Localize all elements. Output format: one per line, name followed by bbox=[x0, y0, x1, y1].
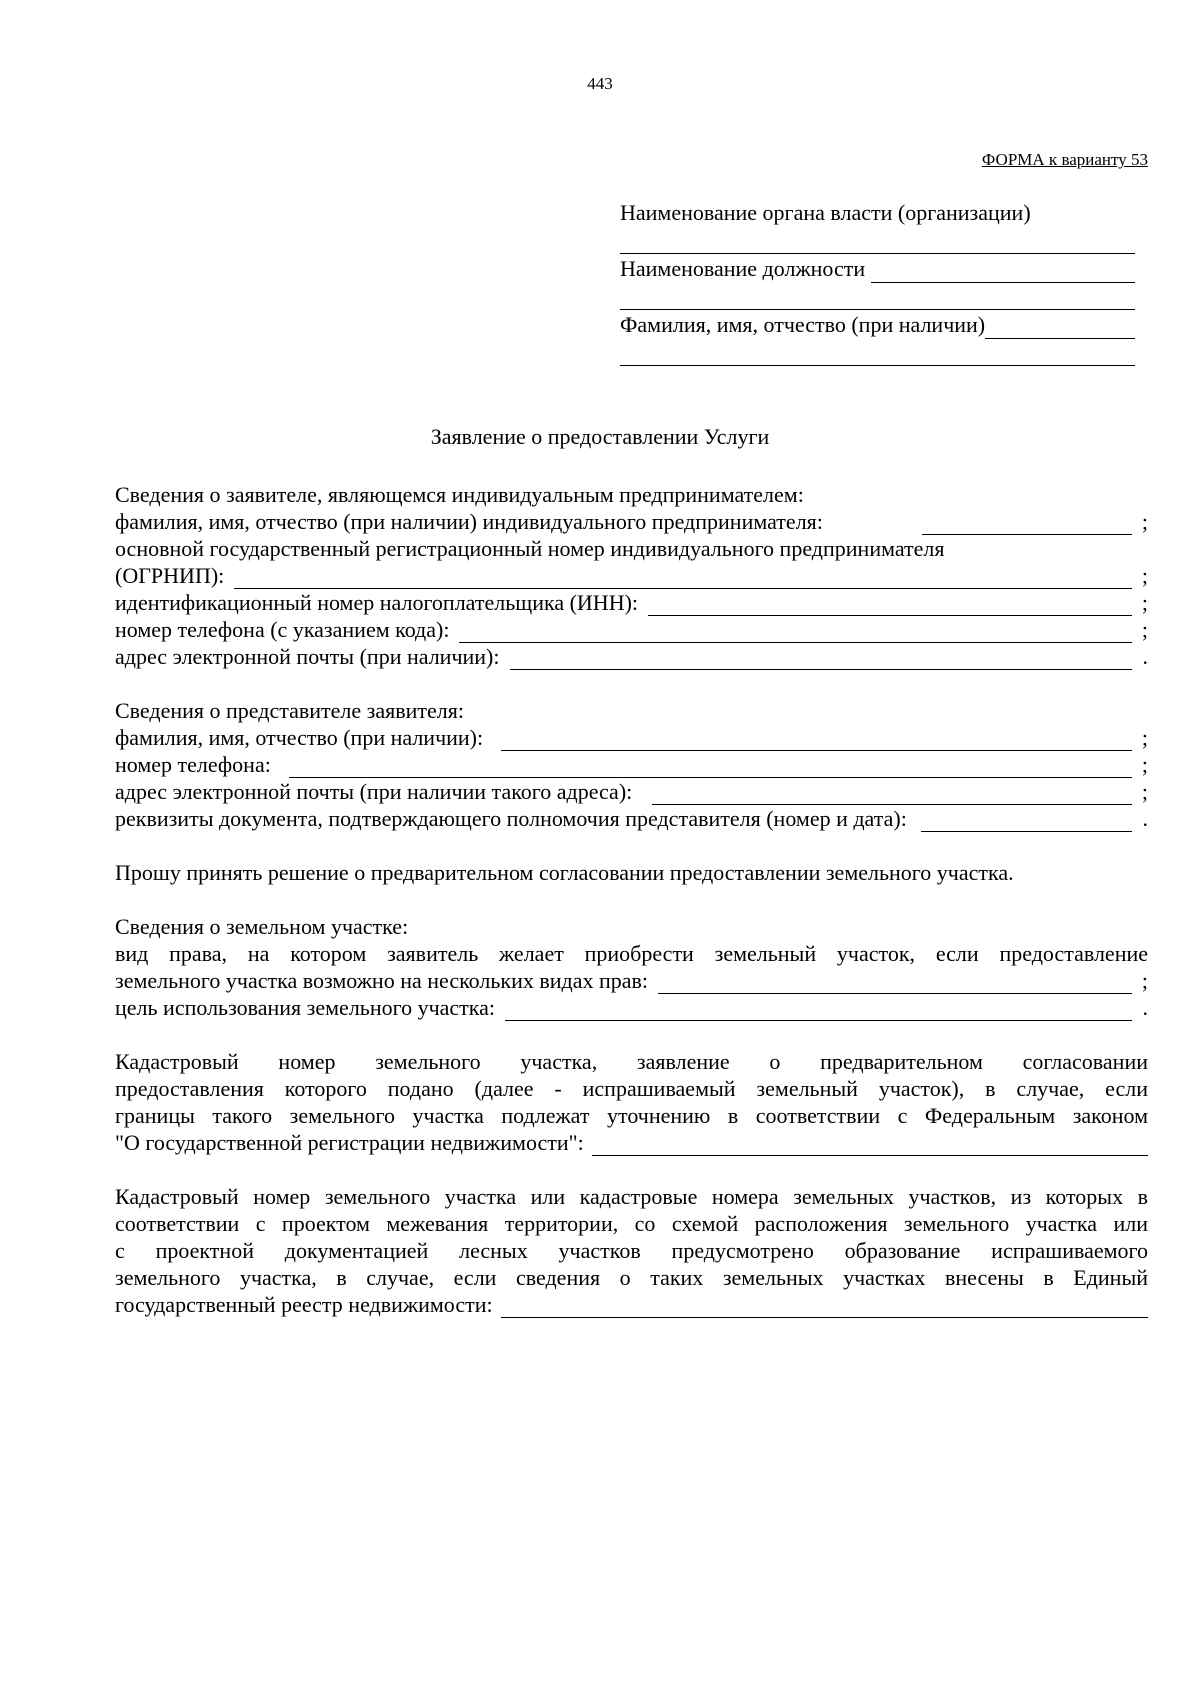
page-number: 443 bbox=[587, 74, 613, 93]
position-line bbox=[620, 256, 1135, 283]
cadastral-1-label: "О государственной регистрации недвижимости": bbox=[115, 1130, 584, 1155]
land-right-label: земельного участка возможно на нескольких видах прав: bbox=[115, 968, 648, 993]
position-field[interactable] bbox=[871, 261, 1135, 283]
representative-phone-row bbox=[115, 751, 1148, 778]
applicant-phone-row bbox=[115, 616, 1148, 643]
cadastral-2-field[interactable] bbox=[501, 1297, 1148, 1318]
applicant-fio-label: фамилия, имя, отчество (при наличии) индивидуального предпринимателя: bbox=[115, 509, 823, 534]
land-heading bbox=[115, 913, 1148, 940]
punct: . bbox=[1142, 644, 1148, 669]
applicant-ogrnip-label: основной государственный регистрационный номер индивидуального предпринимателя bbox=[115, 536, 945, 561]
applicant-email-label: адрес электронной почты (при наличии): bbox=[115, 644, 500, 669]
authority-line bbox=[620, 200, 1135, 227]
representative-phone-label: номер телефона: bbox=[115, 752, 271, 777]
representative-doc-label: реквизиты документа, подтверждающего полномочия представителя (номер и дата): bbox=[115, 806, 907, 831]
applicant-ogrnip-label-2: (ОГРНИП): bbox=[115, 563, 225, 588]
punct: ; bbox=[1141, 590, 1148, 615]
applicant-email-row bbox=[115, 643, 1148, 670]
request-text: Прошу принять решение о предварительном согласовании предоставлении земельного участка. bbox=[115, 860, 1014, 885]
representative-email-label: адрес электронной почты (при наличии такого адреса): bbox=[115, 779, 633, 804]
document-title: Заявление о предоставлении Услуги bbox=[430, 424, 770, 449]
applicant-heading-text: Сведения о заявителе, являющемся индивидуальным предпринимателем: bbox=[115, 482, 804, 507]
cadastral-1-field[interactable] bbox=[592, 1135, 1148, 1156]
applicant-inn-field[interactable] bbox=[648, 595, 1132, 616]
representative-doc-field[interactable] bbox=[921, 811, 1132, 832]
application-body bbox=[115, 481, 1148, 1318]
land-heading-text: Сведения о земельном участке: bbox=[115, 914, 409, 939]
punct: ; bbox=[1141, 617, 1148, 642]
applicant-fio-field[interactable] bbox=[922, 514, 1132, 535]
representative-fio-row bbox=[115, 724, 1148, 751]
applicant-ogrnip-row bbox=[115, 562, 1148, 589]
punct: ; bbox=[1141, 968, 1148, 993]
punct: ; bbox=[1141, 752, 1148, 777]
request-line bbox=[115, 859, 1148, 886]
applicant-ogrnip-field[interactable] bbox=[234, 568, 1132, 589]
punct: . bbox=[1142, 806, 1148, 831]
fio-line bbox=[620, 312, 1135, 339]
applicant-inn-row bbox=[115, 589, 1148, 616]
cadastral-2-label: государственный реестр недвижимости: bbox=[115, 1292, 493, 1317]
applicant-email-field[interactable] bbox=[510, 649, 1133, 670]
representative-doc-row bbox=[115, 805, 1148, 832]
cadastral-2-line-4: земельного участка, в случае, если сведения о таких земельных участках внесены в Единый bbox=[115, 1265, 1148, 1290]
cadastral-2-line-1: Кадастровый номер земельного участка или кадастровые номера земельных участков, из которых в bbox=[115, 1184, 1148, 1209]
form-reference: ФОРМА к варианту 53 bbox=[981, 150, 1148, 169]
land-right-row bbox=[115, 967, 1148, 994]
addressee-block bbox=[620, 200, 1135, 368]
cadastral-2-row bbox=[115, 1291, 1148, 1318]
land-purpose-field[interactable] bbox=[505, 1000, 1132, 1021]
representative-fio-field[interactable] bbox=[501, 730, 1132, 751]
cadastral-1-row bbox=[115, 1129, 1148, 1156]
cadastral-2-line-3: с проектной документацией лесных участков предусмотрено образование испрашиваемого bbox=[115, 1238, 1148, 1263]
cadastral-1-line-2: предоставления которого подано (далее - испрашиваемый земельный участок), в случае, если bbox=[115, 1076, 1148, 1101]
cadastral-1-line-3: границы такого земельного участка подлежат уточнению в соответствии с Федеральным законом bbox=[115, 1103, 1148, 1128]
punct: ; bbox=[1141, 725, 1148, 750]
authority-field[interactable] bbox=[620, 227, 1135, 254]
addressee-fio-field-extra[interactable] bbox=[620, 339, 1135, 366]
authority-label: Наименование органа власти (организации) bbox=[620, 200, 1031, 225]
punct: ; bbox=[1141, 509, 1148, 534]
applicant-ogrnip-label-row bbox=[115, 535, 1148, 562]
representative-email-row bbox=[115, 778, 1148, 805]
land-right-field[interactable] bbox=[658, 973, 1132, 994]
representative-fio-label: фамилия, имя, отчество (при наличии): bbox=[115, 725, 484, 750]
applicant-heading bbox=[115, 481, 1148, 508]
applicant-phone-label: номер телефона (с указанием кода): bbox=[115, 617, 450, 642]
cadastral-2-line-2: соответствии с проектом межевания территории, со схемой расположения земельного участка или bbox=[115, 1211, 1148, 1236]
representative-email-field[interactable] bbox=[652, 784, 1132, 805]
representative-heading bbox=[115, 697, 1148, 724]
land-purpose-row bbox=[115, 994, 1148, 1021]
position-field-extra[interactable] bbox=[620, 283, 1135, 310]
applicant-fio-row bbox=[115, 508, 1148, 535]
punct: ; bbox=[1141, 779, 1148, 804]
punct: ; bbox=[1141, 563, 1148, 588]
land-purpose-label: цель использования земельного участка: bbox=[115, 995, 496, 1020]
land-right-line-1: вид права, на котором заявитель желает приобрести земельный участок, если предоставление bbox=[115, 941, 1148, 966]
representative-phone-field[interactable] bbox=[289, 757, 1132, 778]
representative-heading-text: Сведения о представителе заявителя: bbox=[115, 698, 464, 723]
applicant-inn-label: идентификационный номер налогоплательщика (ИНН): bbox=[115, 590, 639, 615]
punct: . bbox=[1142, 995, 1148, 1020]
applicant-phone-field[interactable] bbox=[459, 622, 1132, 643]
addressee-fio-field[interactable] bbox=[985, 317, 1135, 339]
fio-label: Фамилия, имя, отчество (при наличии) bbox=[620, 312, 986, 337]
cadastral-1-line-1: Кадастровый номер земельного участка, заявление о предварительном согласовании bbox=[115, 1049, 1148, 1074]
position-label: Наименование должности bbox=[620, 256, 866, 281]
